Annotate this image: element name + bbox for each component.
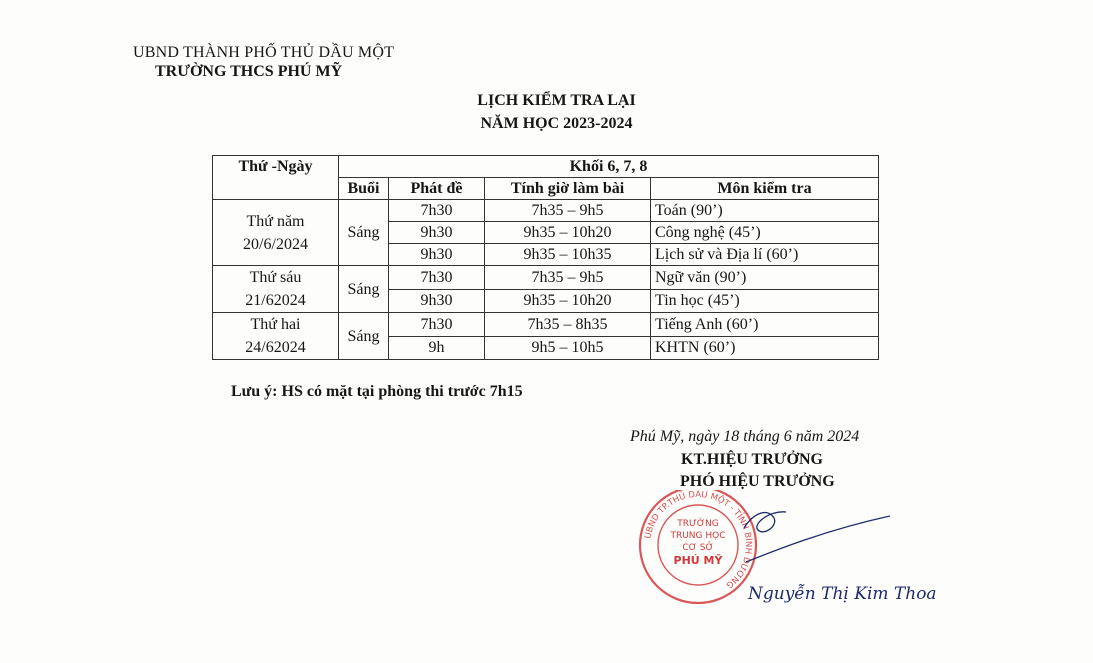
header-session: Buổi (339, 178, 389, 200)
table-row (213, 266, 879, 290)
seal-line-3: CƠ SỞ (682, 543, 714, 553)
header-duration: Tính giờ làm bài (485, 178, 651, 200)
table-row (213, 200, 879, 222)
issuing-authority: UBND THÀNH PHỐ THỦ DẦU MỘT (133, 44, 395, 61)
duration-cell: 9h35 – 10h20 (485, 222, 651, 244)
signing-date: Phú Mỹ, ngày 18 tháng 6 năm 2024 (630, 428, 860, 445)
hand-out-cell: 9h30 (389, 222, 485, 244)
document-title: LỊCH KIỂM TRA LẠI (477, 92, 636, 109)
day-name: Thứ năm (246, 212, 305, 230)
hand-out-cell: 7h30 (389, 313, 485, 337)
session-cell: Sáng (339, 200, 389, 266)
duration-cell: 7h35 – 9h5 (485, 266, 651, 290)
hand-out-cell: 7h30 (389, 266, 485, 290)
day-cell (213, 266, 339, 313)
day-name: Thứ hai (250, 316, 301, 333)
signer-title: KT.HIỆU TRƯỞNG (681, 451, 823, 468)
seal-line-1: TRƯỜNG (677, 519, 719, 529)
header-day: Thứ -Ngày (213, 156, 339, 200)
hand-out-cell: 9h (389, 336, 485, 360)
seal-ring-text: UBND TP.THỦ DẦU MỘT - TỈNH BÌNH DƯƠNG (643, 490, 754, 590)
day-name: Thứ sáu (249, 269, 302, 286)
header-subject: Môn kiểm tra (651, 178, 879, 200)
school-year: NĂM HỌC 2023-2024 (480, 115, 633, 132)
table-header-row (213, 156, 879, 178)
header-hand-out: Phát đề (389, 178, 485, 200)
exam-schedule-table (212, 155, 879, 360)
duration-cell: 9h5 – 10h5 (485, 336, 651, 360)
hand-out-cell: 9h30 (389, 289, 485, 313)
subject-cell: Ngữ văn (90’) (651, 266, 879, 290)
signer-position: PHÓ HIỆU TRƯỞNG (680, 473, 835, 490)
subject-cell: Công nghệ (45’) (651, 222, 879, 244)
subject-cell: Lịch sử và Địa lí (60’) (651, 244, 879, 266)
subject-cell: Tin học (45’) (651, 289, 879, 313)
signature-stroke-icon (744, 512, 890, 562)
duration-cell: 9h35 – 10h20 (485, 289, 651, 313)
signer-name: Nguyễn Thị Kim Thoa (748, 584, 937, 604)
seal-stamp-icon (640, 490, 756, 603)
hand-out-cell: 7h30 (389, 200, 485, 222)
duration-cell: 7h35 – 9h5 (485, 200, 651, 222)
session-cell: Sáng (339, 266, 389, 313)
day-date: 24/62024 (245, 339, 306, 356)
subject-cell: KHTN (60’) (651, 336, 879, 360)
hand-out-cell: 9h30 (389, 244, 485, 266)
duration-cell: 7h35 – 8h35 (485, 313, 651, 337)
table-row (213, 313, 879, 337)
school-name: TRƯỜNG THCS PHÚ MỸ (155, 63, 343, 80)
seal-line-4: PHÚ MỸ (673, 554, 723, 567)
day-cell (213, 200, 339, 266)
subject-cell: Tiếng Anh (60’) (651, 313, 879, 337)
subject-cell: Toán (90’) (651, 200, 879, 222)
duration-cell: 9h35 – 10h35 (485, 244, 651, 266)
day-date: 21/62024 (245, 292, 306, 309)
session-cell: Sáng (339, 313, 389, 360)
seal-line-2: TRUNG HỌC (670, 531, 726, 541)
header-group: Khối 6, 7, 8 (339, 156, 879, 178)
attendance-note: Lưu ý: HS có mặt tại phòng thi trước 7h15 (231, 383, 523, 400)
day-cell (213, 313, 339, 360)
day-date: 20/6/2024 (243, 235, 308, 253)
